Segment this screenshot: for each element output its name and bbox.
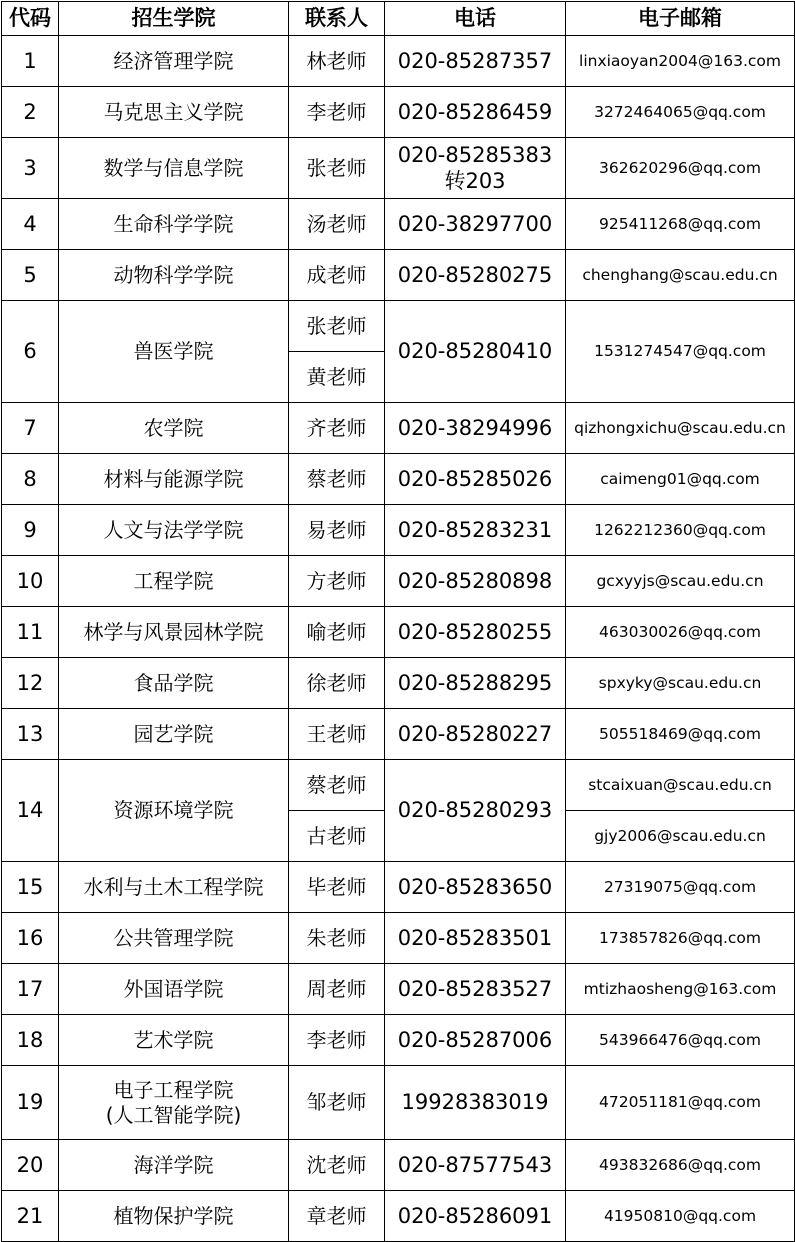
phone-number-line: 020-85285383: [397, 142, 553, 167]
college-name-line: 海洋学院: [133, 1152, 214, 1177]
cell-code: 21: [2, 1191, 59, 1242]
college-name-line: 资源环境学院: [113, 798, 234, 822]
header-email: 电子邮箱: [566, 2, 795, 36]
cell-college: [59, 301, 289, 403]
cell-code: 9: [2, 505, 59, 556]
cell-email[interactable]: mtizhaosheng@163.com: [566, 964, 795, 1015]
cell-college: [59, 1140, 289, 1191]
phone-number-line: 19928383019: [401, 1090, 549, 1115]
table-row: [2, 36, 795, 87]
cell-college: [59, 199, 289, 250]
table-row: [2, 913, 795, 964]
cell-contact: 李老师: [289, 1015, 385, 1066]
college-name-line: 数学与信息学院: [103, 155, 244, 180]
cell-code: 17: [2, 964, 59, 1015]
cell-email[interactable]: 472051181@qq.com: [566, 1066, 795, 1140]
college-name-line: 生命科学学院: [113, 211, 234, 236]
college-name-line: 植物保护学院: [113, 1203, 234, 1228]
cell-contact: 方老师: [289, 556, 385, 607]
cell-contact: 徐老师: [289, 658, 385, 709]
cell-college: [59, 913, 289, 964]
cell-college: [59, 505, 289, 556]
phone-number-line: 020-85286091: [397, 1203, 553, 1228]
cell-code: 8: [2, 454, 59, 505]
cell-phone: [385, 1015, 566, 1066]
cell-email[interactable]: linxiaoyan2004@163.com: [566, 36, 795, 87]
table-row: [2, 505, 795, 556]
cell-phone: [385, 250, 566, 301]
cell-phone: [385, 556, 566, 607]
phone-number-line: 020-38294996: [397, 415, 553, 440]
phone-number-line: 020-85280255: [397, 619, 553, 644]
contact-table: [1, 1, 795, 1242]
cell-phone: [385, 36, 566, 87]
cell-email[interactable]: 41950810@qq.com: [566, 1191, 795, 1242]
cell-college: [59, 862, 289, 913]
cell-email[interactable]: 463030026@qq.com: [566, 607, 795, 658]
cell-college: [59, 556, 289, 607]
phone-number-line: 020-85280293: [397, 798, 553, 823]
college-name-line: 公共管理学院: [113, 925, 234, 950]
cell-contact: 蔡老师: [289, 454, 385, 505]
table-row: [2, 607, 795, 658]
table-row: [2, 556, 795, 607]
table-row: [2, 250, 795, 301]
college-name-line: 外国语学院: [123, 976, 224, 1001]
cell-phone: [385, 1066, 566, 1140]
phone-number-line: 020-85283231: [397, 517, 553, 542]
cell-email[interactable]: gcxyyjs@scau.edu.cn: [566, 556, 795, 607]
cell-code: 11: [2, 607, 59, 658]
cell-email[interactable]: 362620296@qq.com: [566, 138, 795, 199]
header-college: 招生学院: [59, 2, 289, 36]
cell-code: 13: [2, 709, 59, 760]
cell-email[interactable]: qizhongxichu@scau.edu.cn: [566, 403, 795, 454]
cell-phone: [385, 454, 566, 505]
header-phone: 电话: [385, 2, 566, 36]
cell-contact: 朱老师: [289, 913, 385, 964]
cell-code: 4: [2, 199, 59, 250]
college-name-line: 兽医学院: [133, 339, 214, 363]
cell-phone: [385, 964, 566, 1015]
header-contact: 联系人: [289, 2, 385, 36]
table-row: [2, 1015, 795, 1066]
cell-email[interactable]: 3272464065@qq.com: [566, 87, 795, 138]
cell-code: 20: [2, 1140, 59, 1191]
cell-college: [59, 760, 289, 862]
cell-email[interactable]: 173857826@qq.com: [566, 913, 795, 964]
table-row: [2, 760, 795, 811]
cell-email[interactable]: 1262212360@qq.com: [566, 505, 795, 556]
cell-contact: 张老师: [289, 138, 385, 199]
college-name-line: 马克思主义学院: [103, 99, 244, 124]
cell-contact: 周老师: [289, 964, 385, 1015]
cell-code: 19: [2, 1066, 59, 1140]
table-row: [2, 403, 795, 454]
cell-college: [59, 454, 289, 505]
table-row: [2, 301, 795, 352]
cell-college: [59, 1015, 289, 1066]
table-row: [2, 964, 795, 1015]
table-body: [2, 36, 795, 1242]
phone-number-line: 020-87577543: [397, 1152, 553, 1177]
cell-code: 18: [2, 1015, 59, 1066]
cell-phone: [385, 505, 566, 556]
cell-contact: 齐老师: [289, 403, 385, 454]
cell-contact: 张老师: [289, 301, 385, 352]
cell-code: 7: [2, 403, 59, 454]
cell-contact: 古老师: [289, 811, 385, 862]
cell-college: [59, 964, 289, 1015]
header-row: [2, 2, 795, 36]
cell-contact: 邹老师: [289, 1066, 385, 1140]
cell-college: [59, 607, 289, 658]
cell-college: [59, 1191, 289, 1242]
cell-college: [59, 250, 289, 301]
college-name-line: 园艺学院: [133, 721, 214, 746]
table-row: [2, 199, 795, 250]
cell-phone: [385, 138, 566, 199]
phone-number-line: 转203: [444, 169, 506, 193]
college-name-line: 动物科学学院: [113, 262, 234, 287]
cell-contact: 易老师: [289, 505, 385, 556]
cell-code: 5: [2, 250, 59, 301]
cell-email[interactable]: 543966476@qq.com: [566, 1015, 795, 1066]
cell-contact: 蔡老师: [289, 760, 385, 811]
phone-number-line: 020-38297700: [397, 211, 553, 236]
cell-phone: [385, 1191, 566, 1242]
phone-number-line: 020-85287357: [397, 48, 553, 73]
cell-email[interactable]: chenghang@scau.edu.cn: [566, 250, 795, 301]
cell-college: [59, 36, 289, 87]
cell-phone: [385, 760, 566, 862]
table-row: [2, 1191, 795, 1242]
cell-email[interactable]: gjy2006@scau.edu.cn: [566, 811, 795, 862]
cell-phone: [385, 913, 566, 964]
cell-contact: 章老师: [289, 1191, 385, 1242]
cell-phone: [385, 709, 566, 760]
cell-code: 12: [2, 658, 59, 709]
cell-code: 15: [2, 862, 59, 913]
college-name-line: 艺术学院: [133, 1027, 214, 1052]
table-row: [2, 454, 795, 505]
phone-number-line: 020-85280227: [397, 721, 553, 746]
cell-email[interactable]: spxyky@scau.edu.cn: [566, 658, 795, 709]
cell-email[interactable]: 1531274547@qq.com: [566, 301, 795, 403]
cell-contact: 沈老师: [289, 1140, 385, 1191]
cell-phone: [385, 1140, 566, 1191]
cell-contact: 汤老师: [289, 199, 385, 250]
cell-contact: 王老师: [289, 709, 385, 760]
cell-code: 1: [2, 36, 59, 87]
phone-number-line: 020-85285026: [397, 466, 553, 491]
cell-phone: [385, 87, 566, 138]
cell-contact: 毕老师: [289, 862, 385, 913]
phone-number-line: 020-85288295: [397, 670, 553, 695]
cell-college: [59, 658, 289, 709]
cell-contact: 黄老师: [289, 352, 385, 403]
table-row: [2, 1140, 795, 1191]
college-name-line: 经济管理学院: [113, 48, 234, 73]
cell-email[interactable]: 925411268@qq.com: [566, 199, 795, 250]
phone-number-line: 020-85283501: [397, 925, 553, 950]
table-row: [2, 1066, 795, 1140]
cell-contact: 林老师: [289, 36, 385, 87]
table-row: [2, 862, 795, 913]
phone-number-line: 020-85283650: [397, 874, 553, 899]
college-name-line: 人文与法学学院: [103, 517, 244, 542]
cell-college: [59, 403, 289, 454]
cell-email[interactable]: 505518469@qq.com: [566, 709, 795, 760]
cell-email[interactable]: 493832686@qq.com: [566, 1140, 795, 1191]
table-row: [2, 658, 795, 709]
cell-phone: [385, 607, 566, 658]
cell-contact: 喻老师: [289, 607, 385, 658]
phone-number-line: 020-85286459: [397, 99, 553, 124]
college-name-line: 电子工程学院: [113, 1077, 234, 1102]
college-name-line: 工程学院: [133, 568, 214, 593]
cell-code: 16: [2, 913, 59, 964]
college-name-line: 林学与风景园林学院: [83, 619, 264, 644]
cell-code: 2: [2, 87, 59, 138]
cell-contact: 成老师: [289, 250, 385, 301]
cell-college: [59, 1066, 289, 1140]
table-row: [2, 709, 795, 760]
college-name-line: 食品学院: [133, 670, 214, 695]
cell-code: 14: [2, 760, 59, 862]
cell-phone: [385, 199, 566, 250]
phone-number-line: 020-85280410: [397, 339, 553, 364]
phone-number-line: 020-85283527: [397, 976, 553, 1001]
cell-phone: [385, 301, 566, 403]
phone-number-line: 020-85280898: [397, 568, 553, 593]
cell-code: 6: [2, 301, 59, 403]
cell-college: [59, 138, 289, 199]
cell-phone: [385, 862, 566, 913]
cell-contact: 李老师: [289, 87, 385, 138]
college-name-line: 水利与土木工程学院: [83, 874, 264, 899]
cell-email[interactable]: caimeng01@qq.com: [566, 454, 795, 505]
cell-email[interactable]: stcaixuan@scau.edu.cn: [566, 760, 795, 811]
college-name-line: 材料与能源学院: [103, 466, 244, 491]
table-row: [2, 138, 795, 199]
table-row: [2, 87, 795, 138]
cell-college: [59, 87, 289, 138]
cell-phone: [385, 658, 566, 709]
phone-number-line: 020-85280275: [397, 262, 553, 287]
cell-college: [59, 709, 289, 760]
college-name-line: 农学院: [143, 415, 204, 440]
header-code: 代码: [2, 2, 59, 36]
cell-code: 3: [2, 138, 59, 199]
cell-email[interactable]: 27319075@qq.com: [566, 862, 795, 913]
cell-code: 10: [2, 556, 59, 607]
phone-number-line: 020-85287006: [397, 1027, 553, 1052]
college-name-line: (人工智能学院): [105, 1102, 242, 1127]
cell-phone: [385, 403, 566, 454]
